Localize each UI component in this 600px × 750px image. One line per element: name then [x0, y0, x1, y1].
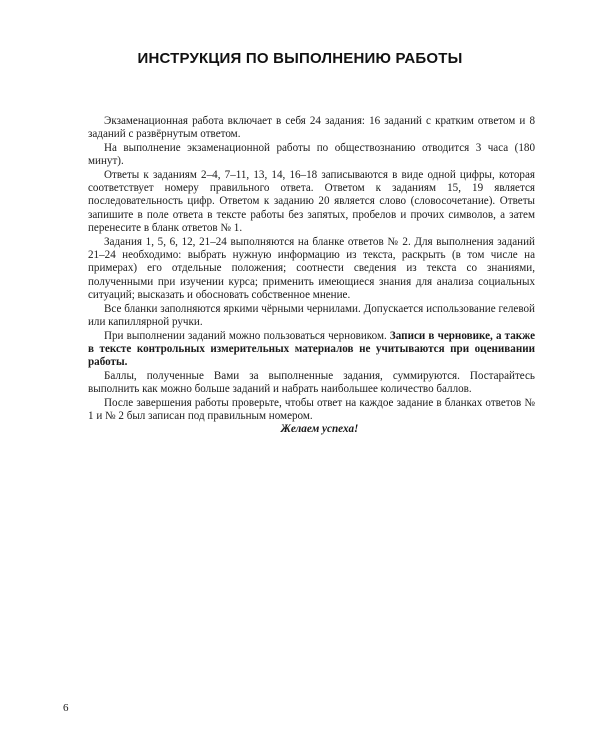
paragraph-6 [88, 330, 535, 370]
paragraph-1 [88, 115, 535, 142]
paragraph-1-text: Экзаменационная работа включает в себя 24 задания: 16 заданий с кратким ответом и 8 заданий с развёрнутым ответом. [88, 115, 535, 141]
paragraph-4 [88, 236, 535, 303]
paragraph-8-text: После завершения работы проверьте, чтобы ответ на каждое задание в бланках ответов № 1 и № 2 был записан под правильным номером. [88, 396, 535, 422]
paragraph-7-text: Баллы, полученные Вами за выполненные задания, суммируются. Постарайтесь выполнить как можно больше заданий и набрать наибольшее количество баллов. [88, 369, 535, 396]
paragraph-6-bold-text: Записи в черновике, а также в тексте контрольных измерительных материалов не учитываются при оценивании работы. [88, 329, 535, 369]
paragraph-2-text: На выполнение экзаменационной работы по обществознанию отводится 3 часа (180 минут). [88, 141, 535, 168]
paragraph-7 [88, 370, 535, 397]
paragraph-3-text: Ответы к заданиям 2–4, 7–11, 13, 14, 16–18 записываются в виде одной цифры, которая соответствует номеру правильного ответа. Ответом к заданиям 15, 19 является последовательность цифр. Ответом к заданию 20 является слово (словосочетание). Ответы запишите в поле ответа в тексте работы без запятых, пробелов и прочих символов, а затем перенесите в бланк ответов № 1. [88, 168, 535, 235]
paragraph-8 [88, 397, 535, 424]
closing-wish: Желаем успеха! [280, 423, 359, 436]
paragraph-6-text: При выполнении заданий можно пользоваться черновиком. [104, 329, 390, 342]
paragraph-4-text: Задания 1, 5, 6, 12, 21–24 выполняются на бланке ответов № 2. Для выполнения заданий 21–24 необходимо: выбрать нужную информацию из текста, раскрыть (в том числе на примерах) его отдельные положения; соотнести сведения из текста со знаниями, полученными при изучении курса; применить имеющиеся знания для анализа социальных ситуаций; высказать и обосновать собственное мнение. [88, 235, 535, 302]
instructions-body [88, 115, 535, 437]
page-title: ИНСТРУКЦИЯ ПО ВЫПОЛНЕНИЮ РАБОТЫ [137, 50, 463, 67]
paragraph-3 [88, 169, 535, 236]
paragraph-2 [88, 142, 535, 169]
paragraph-5 [88, 303, 535, 330]
page-number: 6 [63, 702, 69, 714]
paragraph-5-text: Все бланки заполняются яркими чёрными чернилами. Допускается использование гелевой или капиллярной ручки. [88, 302, 535, 329]
